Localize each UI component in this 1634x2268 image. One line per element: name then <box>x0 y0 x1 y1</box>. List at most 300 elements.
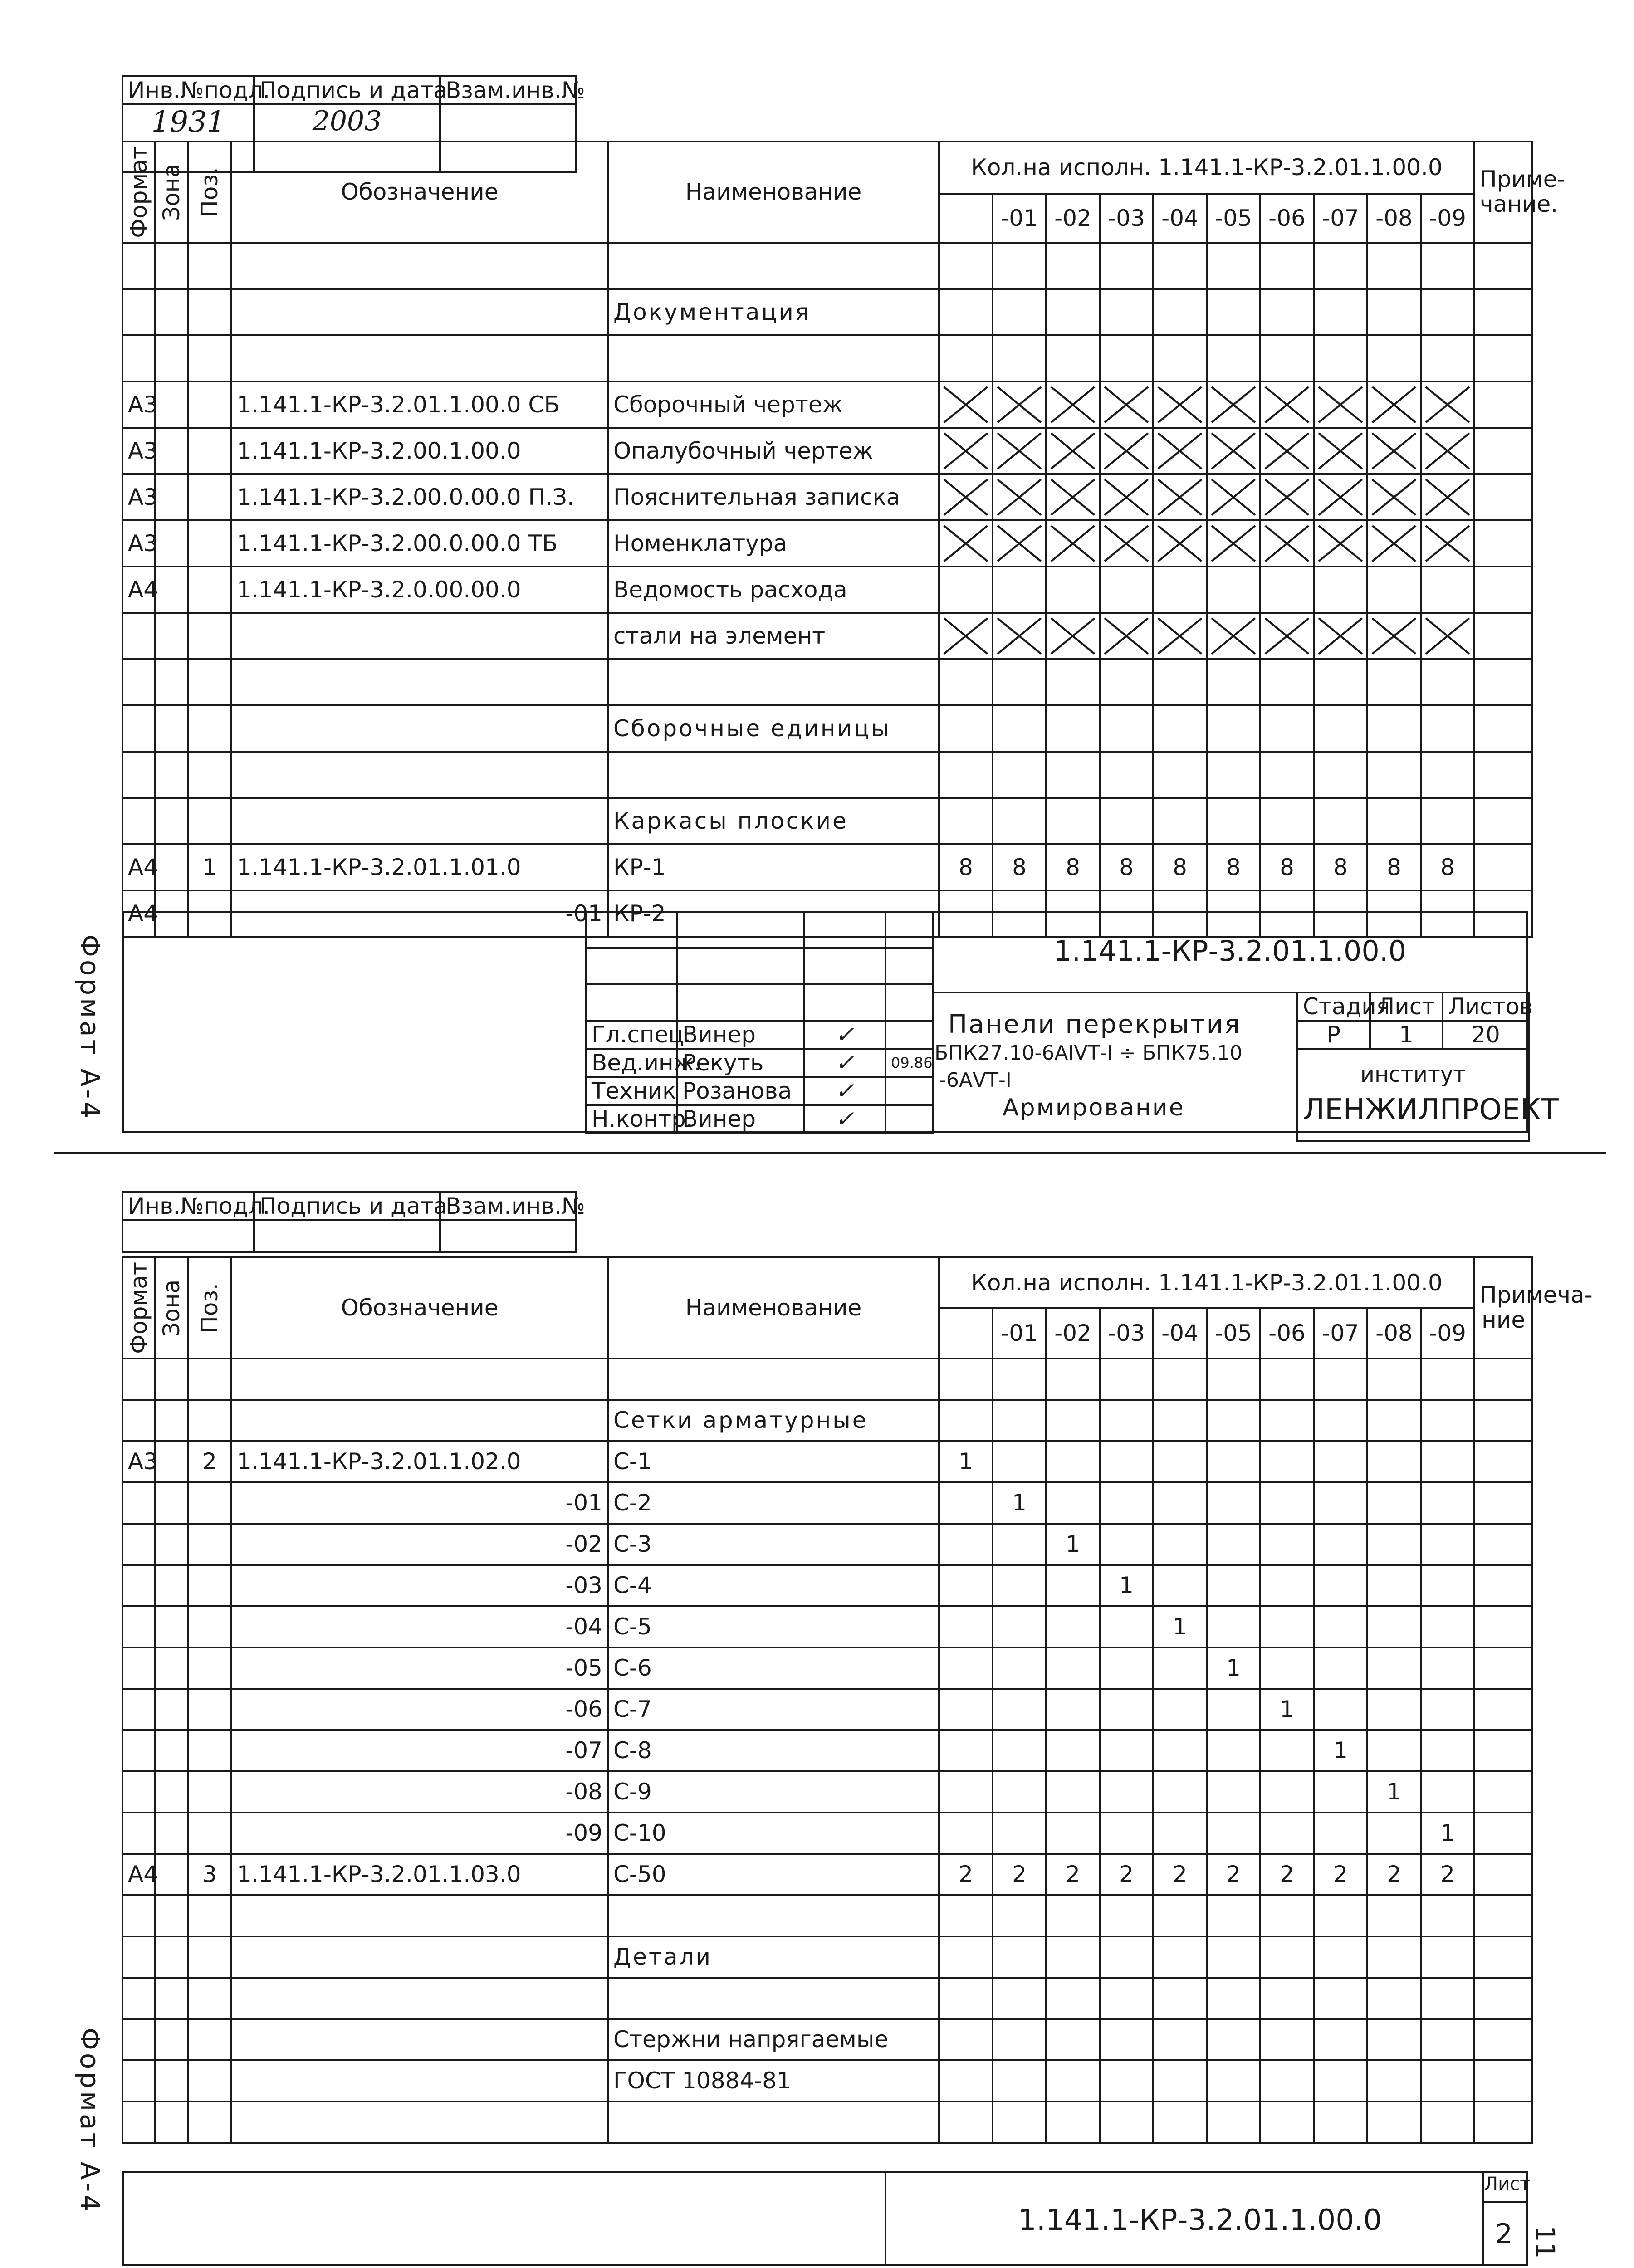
format-cell <box>122 243 155 289</box>
quantity-cell <box>939 1524 993 1565</box>
staff-signature: ✓ <box>804 1105 885 1133</box>
quantity-cell <box>1100 1482 1153 1524</box>
not-applicable-cross <box>1153 428 1207 474</box>
quantity-cell <box>1046 1565 1100 1606</box>
note-cell <box>1474 1854 1532 1895</box>
quantity-cell <box>1207 1441 1260 1482</box>
quantity-cell <box>1260 752 1314 798</box>
quantity-cell <box>1367 798 1421 844</box>
zone-cell <box>155 1359 188 1400</box>
quantity-cell <box>1100 335 1153 381</box>
quantity-cell <box>1314 1895 1367 1936</box>
col-name: Наименование <box>608 142 939 243</box>
position-cell <box>188 1359 231 1400</box>
not-applicable-cross <box>1046 474 1100 520</box>
quantity-cell <box>1260 1565 1314 1606</box>
designation-cell: -07 <box>231 1730 608 1771</box>
not-applicable-cross <box>1367 474 1421 520</box>
not-applicable-cross <box>1153 474 1207 520</box>
spec-row <box>122 844 1532 890</box>
quantity-cell <box>939 659 993 705</box>
zone-cell <box>155 613 188 659</box>
quantity-cell <box>1153 1689 1207 1730</box>
quantity-cell <box>1207 2102 1260 2143</box>
exec-base <box>939 194 993 243</box>
format-cell <box>122 1524 155 1565</box>
not-applicable-cross <box>1314 428 1367 474</box>
note-cell <box>1474 1978 1532 2019</box>
quantity-cell <box>1314 659 1367 705</box>
quantity-cell <box>993 2019 1046 2060</box>
quantity-cell <box>1100 243 1153 289</box>
quantity-cell <box>1421 1936 1474 1978</box>
quantity-cell <box>993 1441 1046 1482</box>
quantity-cell: 8 <box>1314 844 1367 890</box>
quantity-cell <box>939 1895 993 1936</box>
quantity-cell <box>993 1730 1046 1771</box>
quantity-cell <box>939 1936 993 1978</box>
quantity-cell <box>1100 289 1153 335</box>
zone-cell <box>155 1482 188 1524</box>
quantity-cell <box>993 1771 1046 1813</box>
quantity-cell: 2 <box>1153 1854 1207 1895</box>
format-cell <box>122 2060 155 2102</box>
quantity-cell <box>993 1606 1046 1647</box>
quantity-cell <box>1314 1936 1367 1978</box>
quantity-cell <box>993 1813 1046 1854</box>
spec-row <box>122 1606 1532 1647</box>
note-cell <box>1474 2019 1532 2060</box>
name-cell: Сборочный чертеж <box>608 381 939 428</box>
quantity-cell <box>1367 1482 1421 1524</box>
quantity-cell: 1 <box>1207 1647 1260 1689</box>
spec-row <box>122 1482 1532 1524</box>
format-cell <box>122 1936 155 1978</box>
quantity-cell <box>1260 798 1314 844</box>
quantity-cell: 8 <box>939 844 993 890</box>
not-applicable-cross <box>1367 381 1421 428</box>
col-format: Формат <box>122 142 155 243</box>
spec-row <box>122 2019 1532 2060</box>
quantity-cell <box>1314 1565 1367 1606</box>
zone-cell <box>155 289 188 335</box>
format-cell <box>122 1565 155 1606</box>
quantity-cell: 8 <box>1100 844 1153 890</box>
quantity-cell <box>1153 1978 1207 2019</box>
quantity-cell <box>1260 659 1314 705</box>
quantity-cell <box>993 1978 1046 2019</box>
not-applicable-cross <box>1100 381 1153 428</box>
quantity-cell <box>993 2102 1046 2143</box>
zone-cell <box>155 844 188 890</box>
designation-cell: -05 <box>231 1647 608 1689</box>
signature-label: Подпись и дата <box>254 76 440 104</box>
note-cell <box>1474 1647 1532 1689</box>
not-applicable-cross <box>939 474 993 520</box>
quantity-cell <box>1367 2060 1421 2102</box>
exec-02: -02 <box>1046 1308 1100 1358</box>
quantity-cell <box>1260 1482 1314 1524</box>
approval-strip-page2 <box>122 1191 585 1253</box>
quantity-cell <box>1367 705 1421 752</box>
inv-label: Инв.№подл. <box>122 76 254 104</box>
exec-07: -07 <box>1314 1308 1367 1358</box>
designation-cell: 1.141.1-КР-3.2.01.1.00.0 СБ <box>231 381 608 428</box>
position-cell <box>188 335 231 381</box>
quantity-cell <box>1421 2060 1474 2102</box>
quantity-cell <box>1421 1441 1474 1482</box>
designation-cell: 1.141.1-КР-3.2.0.00.00.0 <box>231 567 608 613</box>
quantity-cell <box>1153 2102 1207 2143</box>
quantity-cell <box>1207 567 1260 613</box>
note-cell <box>1474 474 1532 520</box>
note-cell <box>1474 289 1532 335</box>
quantity-cell <box>1207 1482 1260 1524</box>
quantity-cell <box>1260 1606 1314 1647</box>
quantity-cell <box>1046 1936 1100 1978</box>
sheets-value: 20 <box>1443 1021 1529 1049</box>
quantity-cell <box>1260 243 1314 289</box>
quantity-cell <box>1421 1895 1474 1936</box>
designation-cell: -04 <box>231 1606 608 1647</box>
quantity-cell: 2 <box>939 1854 993 1895</box>
zone-cell <box>155 798 188 844</box>
spec-row <box>122 520 1532 567</box>
note-cell <box>1474 1771 1532 1813</box>
col-note: Приме-чание. <box>1474 142 1532 243</box>
quantity-cell: 1 <box>1100 1565 1153 1606</box>
quantity-cell <box>1207 2019 1260 2060</box>
zone-cell <box>155 2102 188 2143</box>
name-cell: С-3 <box>608 1524 939 1565</box>
staff-name: Рекуть <box>677 1049 804 1077</box>
format-cell <box>122 1482 155 1524</box>
organization-cell <box>1297 1049 1559 1141</box>
quantity-cell: 2 <box>993 1854 1046 1895</box>
quantity-cell <box>1207 1936 1260 1978</box>
quantity-cell: 2 <box>1260 1854 1314 1895</box>
quantity-cell <box>1046 1359 1100 1400</box>
blank-row <box>122 659 1532 705</box>
exec-09: -09 <box>1421 194 1474 243</box>
note-cell <box>1474 613 1532 659</box>
spec-row <box>122 1524 1532 1565</box>
zone-cell <box>155 2060 188 2102</box>
not-applicable-cross <box>939 613 993 659</box>
position-cell <box>188 705 231 752</box>
zone-cell <box>155 705 188 752</box>
staff-name: Винер <box>677 1105 804 1133</box>
quantity-cell <box>1314 289 1367 335</box>
name-cell <box>608 752 939 798</box>
not-applicable-cross <box>1207 520 1260 567</box>
format-cell: А4 <box>122 890 155 937</box>
format-cell: А4 <box>122 1854 155 1895</box>
name-cell: С-9 <box>608 1771 939 1813</box>
quantity-cell <box>1260 567 1314 613</box>
quantity-cell <box>1314 1813 1367 1854</box>
col-zone: Зона <box>155 142 188 243</box>
quantity-cell <box>1314 798 1367 844</box>
staff-role: Вед.инж. <box>586 1049 677 1077</box>
quantity-cell <box>993 752 1046 798</box>
quantity-cell <box>1314 2019 1367 2060</box>
quantity-cell <box>1100 1936 1153 1978</box>
quantity-cell <box>1314 1482 1367 1524</box>
quantity-cell <box>939 1359 993 1400</box>
position-cell <box>188 567 231 613</box>
format-cell <box>122 1606 155 1647</box>
name-cell: Пояснительная записка <box>608 474 939 520</box>
quantity-cell <box>1314 1606 1367 1647</box>
note-cell <box>1474 1359 1532 1400</box>
staff-signature: ✓ <box>804 1049 885 1077</box>
quantity-cell <box>1153 1647 1207 1689</box>
designation-cell: -02 <box>231 1524 608 1565</box>
quantity-cell <box>1046 1647 1100 1689</box>
position-cell <box>188 2102 231 2143</box>
exec-09: -09 <box>1421 1308 1474 1358</box>
not-applicable-cross <box>1260 613 1314 659</box>
spec-body-page1 <box>122 243 1532 937</box>
name-cell: С-2 <box>608 1482 939 1524</box>
note-cell <box>1474 1482 1532 1524</box>
name-cell: стали на элемент <box>608 613 939 659</box>
not-applicable-cross <box>1100 613 1153 659</box>
designation-cell <box>231 335 608 381</box>
staff-date <box>885 1105 933 1133</box>
blank-row <box>122 1895 1532 1936</box>
position-cell: 2 <box>188 1441 231 1482</box>
format-cell <box>122 2102 155 2143</box>
quantity-cell <box>993 1359 1046 1400</box>
format-cell <box>122 613 155 659</box>
not-applicable-cross <box>993 428 1046 474</box>
quantity-cell <box>1153 567 1207 613</box>
spec-row <box>122 474 1532 520</box>
quantity-cell <box>1260 1647 1314 1689</box>
col-qty-caption: Кол.на исполн. 1.141.1-КР-3.2.01.1.00.0 <box>939 1257 1474 1308</box>
quantity-cell <box>939 243 993 289</box>
staff-date <box>885 1077 933 1105</box>
quantity-cell <box>993 705 1046 752</box>
spec-row <box>122 1565 1532 1606</box>
position-cell <box>188 474 231 520</box>
not-applicable-cross <box>1421 428 1474 474</box>
blank-row <box>122 1978 1532 2019</box>
name-cell <box>608 243 939 289</box>
name-cell: Документация <box>608 289 939 335</box>
quantity-cell <box>1314 705 1367 752</box>
designation-cell: 1.141.1-КР-3.2.01.1.02.0 <box>231 1441 608 1482</box>
quantity-cell <box>939 1482 993 1524</box>
quantity-cell <box>1421 1647 1474 1689</box>
note-cell <box>1474 1936 1532 1978</box>
quantity-cell <box>1153 2060 1207 2102</box>
signature-date: 2003 <box>254 104 440 172</box>
quantity-cell <box>1153 1936 1207 1978</box>
quantity-cell <box>1260 705 1314 752</box>
quantity-cell <box>1421 289 1474 335</box>
staff-date <box>885 1021 933 1049</box>
quantity-cell <box>1367 752 1421 798</box>
section-row <box>122 1400 1532 1441</box>
note-cell <box>1474 1730 1532 1771</box>
name-cell: Опалубочный чертеж <box>608 428 939 474</box>
quantity-cell <box>1046 2019 1100 2060</box>
quantity-cell <box>993 1565 1046 1606</box>
quantity-cell <box>1421 1400 1474 1441</box>
quantity-cell <box>1421 1730 1474 1771</box>
format-cell <box>122 1813 155 1854</box>
quantity-cell <box>1153 1400 1207 1441</box>
quantity-cell <box>1314 1441 1367 1482</box>
quantity-cell <box>1421 798 1474 844</box>
quantity-cell <box>1100 1400 1153 1441</box>
not-applicable-cross <box>1100 474 1153 520</box>
quantity-cell <box>1207 1359 1260 1400</box>
zone-cell <box>155 659 188 705</box>
not-applicable-cross <box>1153 381 1207 428</box>
quantity-cell <box>1046 2102 1100 2143</box>
format-cell: А3 <box>122 381 155 428</box>
quantity-cell <box>1314 2102 1367 2143</box>
position-cell <box>188 1524 231 1565</box>
zone-cell <box>155 1936 188 1978</box>
not-applicable-cross <box>1314 474 1367 520</box>
quantity-cell <box>1367 335 1421 381</box>
quantity-cell <box>1046 567 1100 613</box>
quantity-cell <box>1046 1441 1100 1482</box>
quantity-cell <box>1260 289 1314 335</box>
quantity-cell <box>993 798 1046 844</box>
quantity-cell <box>1314 1771 1367 1813</box>
quantity-cell <box>1367 659 1421 705</box>
spec-row <box>122 1689 1532 1730</box>
name-cell: С-1 <box>608 1441 939 1482</box>
quantity-cell <box>1046 1400 1100 1441</box>
note-cell <box>1474 1400 1532 1441</box>
name-cell: С-5 <box>608 1606 939 1647</box>
name-cell: Сборочные единицы <box>608 705 939 752</box>
name-cell <box>608 1895 939 1936</box>
format-cell: А3 <box>122 1441 155 1482</box>
not-applicable-cross <box>993 520 1046 567</box>
staff-role: Гл.спец. <box>586 1021 677 1049</box>
format-cell: А3 <box>122 474 155 520</box>
quantity-cell <box>1421 243 1474 289</box>
position-cell <box>188 1565 231 1606</box>
exec-07: -07 <box>1314 194 1367 243</box>
note-cell <box>1474 520 1532 567</box>
zone-cell <box>155 520 188 567</box>
quantity-cell <box>1100 1771 1153 1813</box>
quantity-cell <box>939 2060 993 2102</box>
col-pos: Поз. <box>188 142 231 243</box>
note-cell <box>1474 567 1532 613</box>
col-name: Наименование <box>608 1257 939 1359</box>
quantity-cell: 8 <box>1046 844 1100 890</box>
name-cell: Ведомость расхода <box>608 567 939 613</box>
quantity-cell <box>1421 1689 1474 1730</box>
quantity-cell <box>1314 2060 1367 2102</box>
quantity-cell <box>1367 1606 1421 1647</box>
quantity-cell <box>993 289 1046 335</box>
quantity-cell <box>1153 335 1207 381</box>
quantity-cell <box>1046 1689 1100 1730</box>
section-row <box>122 798 1532 844</box>
zone-cell <box>155 474 188 520</box>
not-applicable-cross <box>1421 381 1474 428</box>
staff-row <box>586 1077 933 1105</box>
exec-06: -06 <box>1260 1308 1314 1358</box>
spec-row <box>122 1771 1532 1813</box>
note-cell <box>1474 381 1532 428</box>
quantity-cell <box>993 659 1046 705</box>
quantity-cell <box>1260 335 1314 381</box>
stage-grid <box>1296 992 1559 1142</box>
quantity-cell <box>1046 1730 1100 1771</box>
zone-cell <box>155 1524 188 1565</box>
quantity-cell <box>1314 1647 1367 1689</box>
position-cell <box>188 243 231 289</box>
zone-cell <box>155 243 188 289</box>
quantity-cell <box>1153 1813 1207 1854</box>
blank-row <box>122 2102 1532 2143</box>
quantity-cell <box>1314 1689 1367 1730</box>
quantity-cell <box>993 567 1046 613</box>
designation-cell <box>231 1936 608 1978</box>
not-applicable-cross <box>1421 520 1474 567</box>
quantity-cell: 8 <box>1260 844 1314 890</box>
quantity-cell <box>939 752 993 798</box>
not-applicable-cross <box>1153 613 1207 659</box>
spec-row <box>122 567 1532 613</box>
zone-cell <box>155 335 188 381</box>
spec-body-page2 <box>122 1359 1532 2143</box>
exec-02: -02 <box>1046 194 1100 243</box>
replaced-inv-label: Взам.инв.№ <box>440 76 576 104</box>
position-cell <box>188 752 231 798</box>
not-applicable-cross <box>1153 520 1207 567</box>
name-cell: ГОСТ 10884-81 <box>608 2060 939 2102</box>
name-cell: КР-2 <box>608 890 939 937</box>
quantity-cell <box>1046 1771 1100 1813</box>
position-cell: 3 <box>188 1854 231 1895</box>
quantity-cell <box>939 1813 993 1854</box>
quantity-cell <box>1153 289 1207 335</box>
quantity-cell <box>939 289 993 335</box>
position-cell <box>188 798 231 844</box>
position-cell <box>188 613 231 659</box>
not-applicable-cross <box>1100 428 1153 474</box>
zone-cell <box>155 567 188 613</box>
name-cell: С-8 <box>608 1730 939 1771</box>
designation-cell: -01 <box>231 890 608 937</box>
format-cell <box>122 289 155 335</box>
note-cell <box>1474 335 1532 381</box>
position-cell <box>188 2019 231 2060</box>
position-cell <box>188 659 231 705</box>
not-applicable-cross <box>1207 474 1260 520</box>
spec-row <box>122 1854 1532 1895</box>
quantity-cell <box>1153 798 1207 844</box>
designation-cell: 1.141.1-КР-3.2.01.1.03.0 <box>231 1854 608 1895</box>
zone-cell <box>155 1730 188 1771</box>
format-cell: А4 <box>122 567 155 613</box>
quantity-cell <box>1421 1606 1474 1647</box>
name-cell: Каркасы плоские <box>608 798 939 844</box>
